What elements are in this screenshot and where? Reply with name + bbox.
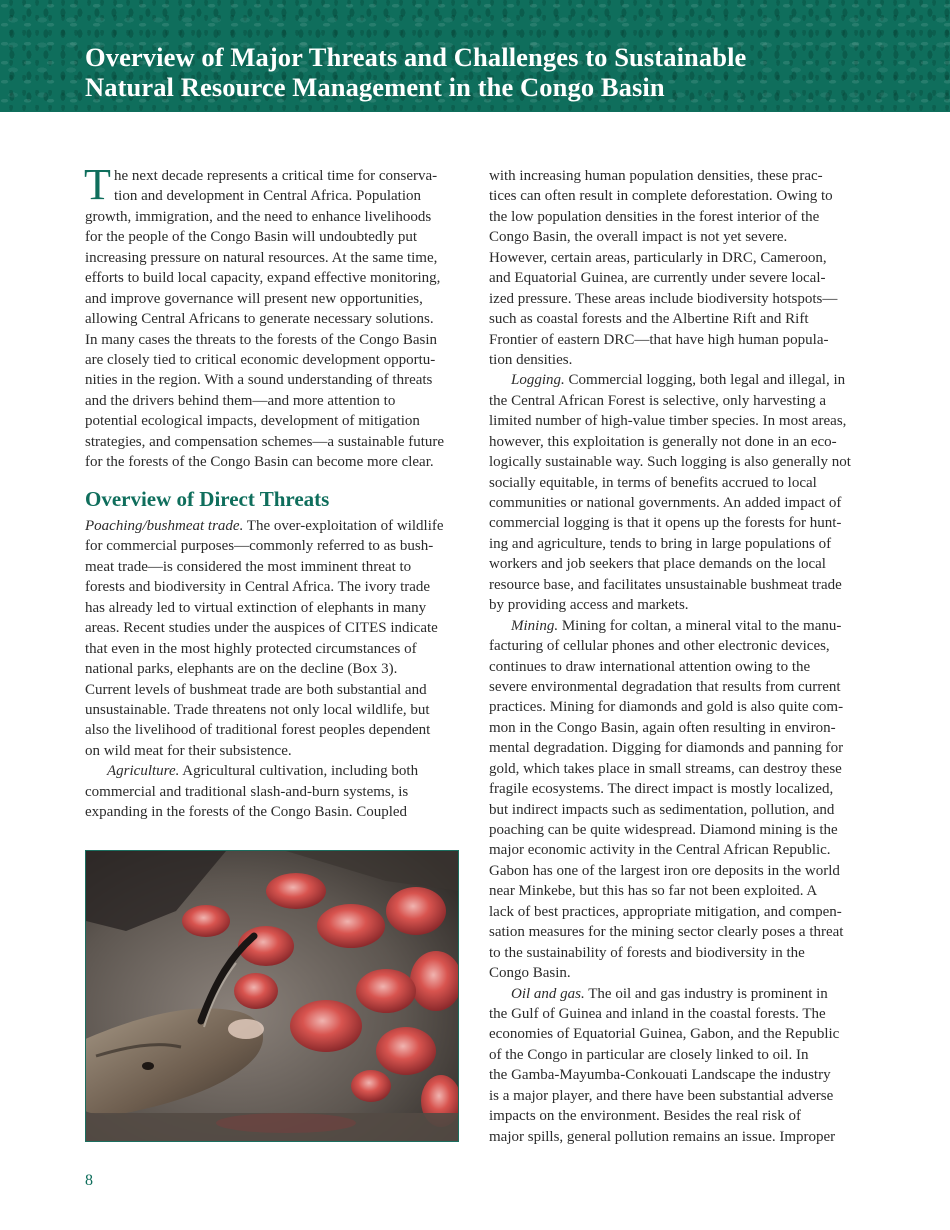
text-line: by providing access and markets.	[489, 597, 689, 614]
bushmeat-photo	[85, 850, 459, 1142]
text-line: mon in the Congo Basin, again often resulting in environ-	[489, 719, 836, 736]
text-line: such as coastal forests and the Albertine Rift and Rift	[489, 311, 809, 328]
text-run: The over-exploitation of wildlife	[243, 518, 444, 534]
text-line	[489, 984, 865, 1004]
text-line: socially equitable, in terms of benefits accrued to local	[489, 474, 817, 491]
text-line	[489, 616, 865, 636]
text-run: Mining for coltan, a mineral vital to the manu-	[558, 617, 842, 634]
text-line: resource base, and facilitates unsustainable bushmeat trade	[489, 576, 842, 593]
text-line: commercial and traditional slash-and-burn systems, is	[85, 783, 409, 800]
bushmeat-photo-image	[86, 851, 459, 1142]
mining-lead: Mining.	[511, 617, 559, 634]
left-column-threats	[85, 516, 461, 823]
text-line: national parks, elephants are on the decline (Box 3).	[85, 661, 398, 678]
text-line: ing and agriculture, tends to bring in large populations of	[489, 535, 832, 552]
text-line: for the people of the Congo Basin will undoubtedly put	[85, 229, 418, 246]
text-line: tion and development in Central Africa. Population	[114, 188, 422, 205]
text-run: The oil and gas industry is prominent in	[584, 985, 828, 1002]
text-line: unsustainable. Trade threatens not only local wildlife, but	[85, 701, 430, 718]
text-line: and the drivers behind them—and more attention to	[85, 392, 396, 409]
text-line: Congo Basin, the overall impact is not yet severe.	[489, 229, 788, 246]
text-line: areas. Recent studies under the auspices of CITES indicate	[85, 620, 438, 637]
text-line: has already led to virtual extinction of elephants in many	[85, 599, 427, 616]
text-line: for the forests of the Congo Basin can become more clear.	[85, 454, 434, 471]
text-line: ized pressure. These areas include biodiversity hotspots—	[489, 290, 838, 307]
text-line: allowing Central Africans to generate necessary solutions.	[85, 311, 434, 328]
text-line	[85, 761, 461, 781]
text-line: economies of Equatorial Guinea, Gabon, and the Republic	[489, 1026, 840, 1043]
drop-cap: T	[84, 160, 111, 209]
text-line: the Gamba-Mayumba-Conkouati Landscape the industry	[489, 1067, 831, 1084]
page-number: 8	[85, 1172, 93, 1189]
text-run: Commercial logging, both legal and illegal, in	[564, 372, 846, 389]
text-line: growth, immigration, and the need to enhance livelihoods	[85, 208, 432, 225]
text-line: nities in the region. With a sound understanding of threats	[85, 372, 433, 389]
text-line: on wild meat for their subsistence.	[85, 742, 292, 759]
text-line: tices can often result in complete deforestation. Owing to	[489, 188, 833, 205]
text-line: mental degradation. Digging for diamonds and panning for	[489, 740, 844, 757]
oil-gas-paragraph	[489, 984, 865, 1148]
text-line: meat trade—is considered the most imminent threat to	[85, 558, 412, 575]
poaching-lead: Poaching/bushmeat trade.	[85, 518, 244, 534]
text-line: the Central African Forest is selective, only harvesting a	[489, 392, 826, 409]
text-line: poaching can be quite widespread. Diamond mining is the	[489, 822, 838, 838]
text-line: Frontier of eastern DRC—that have high human popula-	[489, 331, 829, 348]
text-line: strategies, and compensation schemes—a sustainable future	[85, 433, 445, 450]
text-line: forests and biodiversity in Central Africa. The ivory trade	[85, 579, 431, 596]
text-line: efforts to build local capacity, expand effective monitoring,	[85, 270, 441, 287]
mining-paragraph	[489, 616, 865, 984]
text-line: he next decade represents a critical time for conserva-	[114, 168, 438, 184]
text-line: workers and job seekers that place demands on the local	[489, 556, 826, 573]
text-line: the low population densities in the forest interior of the	[489, 208, 820, 225]
text-line: logically sustainable way. Such logging is also generally not	[489, 454, 851, 471]
text-line: and improve governance will present new opportunities,	[85, 290, 423, 307]
text-line: lack of best practices, appropriate mitigation, and compen-	[489, 903, 842, 920]
text-line: commercial logging is that it opens up the forests for hunt-	[489, 515, 842, 532]
header-banner	[0, 0, 950, 112]
text-line: is a major player, and there have been substantial adverse	[489, 1087, 834, 1104]
text-line: and Equatorial Guinea, are currently under severe local-	[489, 270, 826, 287]
text-line: impacts on the environment. Besides the real risk of	[489, 1108, 802, 1125]
text-line: Congo Basin.	[489, 965, 571, 982]
page-title-line-2: Natural Resource Management in the Congo Basin	[85, 72, 665, 102]
agriculture-lead: Agriculture.	[107, 763, 180, 780]
text-line: but indirect impacts such as sedimentation, pollution, and	[489, 801, 835, 818]
text-line	[85, 516, 461, 536]
text-line: However, certain areas, particularly in DRC, Cameroon,	[489, 249, 827, 266]
text-line: severe environmental degradation that results from current	[489, 678, 841, 695]
text-line: practices. Mining for diamonds and gold is also quite com-	[489, 699, 844, 716]
text-line: increasing pressure on natural resources. At the same time,	[85, 249, 438, 266]
text-line: however, this exploitation is generally not done in an eco-	[489, 433, 837, 450]
text-line: with increasing human population densities, these prac-	[489, 168, 823, 184]
text-line: to the sustainability of forests and biodiversity in the	[489, 944, 805, 961]
agriculture-continued-paragraph	[489, 166, 865, 370]
right-column	[489, 166, 865, 1147]
text-line: potential ecological impacts, development of mitigation	[85, 413, 420, 430]
text-line: Gabon has one of the largest iron ore deposits in the world	[489, 862, 840, 879]
text-line	[489, 370, 865, 390]
text-line: gold, which takes place in small streams, can destroy these	[489, 760, 842, 777]
text-line: In many cases the threats to the forests of the Congo Basin	[85, 331, 438, 348]
text-line: are closely tied to critical economic development opportu-	[85, 351, 436, 368]
poaching-paragraph	[85, 516, 461, 761]
text-line: sation measures for the mining sector clearly poses a threat	[489, 924, 844, 941]
page-title-line-1: Overview of Major Threats and Challenges to Sustainable	[85, 42, 747, 72]
page-title	[85, 42, 746, 102]
section-heading: Overview of Direct Threats	[85, 487, 330, 511]
text-line: major spills, general pollution remains an issue. Improper	[489, 1128, 836, 1145]
text-line: Current levels of bushmeat trade are both substantial and	[85, 681, 427, 698]
text-line: tion densities.	[489, 351, 573, 368]
text-line: limited number of high-value timber species. In most areas,	[489, 413, 847, 430]
logging-lead: Logging.	[511, 372, 565, 389]
text-line: also the livelihood of traditional forest peoples dependent	[85, 722, 431, 739]
text-line: communities or national governments. An added impact of	[489, 495, 842, 511]
logging-paragraph	[489, 370, 865, 615]
intro-paragraph	[84, 160, 461, 473]
agriculture-paragraph	[85, 761, 461, 822]
text-line: the Gulf of Guinea and inland in the coastal forests. The	[489, 1005, 826, 1022]
text-run: Agricultural cultivation, including both	[179, 763, 419, 780]
oil-gas-lead: Oil and gas.	[511, 985, 585, 1002]
text-line: major economic activity in the Central African Republic.	[489, 842, 831, 859]
text-line: for commercial purposes—commonly referred to as bush-	[85, 538, 434, 555]
text-line: facturing of cellular phones and other electronic devices,	[489, 638, 830, 655]
text-line: of the Congo in particular are closely linked to oil. In	[489, 1046, 809, 1063]
text-line: expanding in the forests of the Congo Basin. Coupled	[85, 804, 408, 821]
text-line: continues to draw international attention owing to the	[489, 658, 811, 675]
text-line: that even in the most highly protected circumstances of	[85, 640, 417, 657]
text-line: near Minkebe, but this has so far not been exploited. A	[489, 883, 818, 900]
text-line: fragile ecosystems. The direct impact is mostly localized,	[489, 781, 834, 798]
left-column-intro	[84, 160, 461, 473]
